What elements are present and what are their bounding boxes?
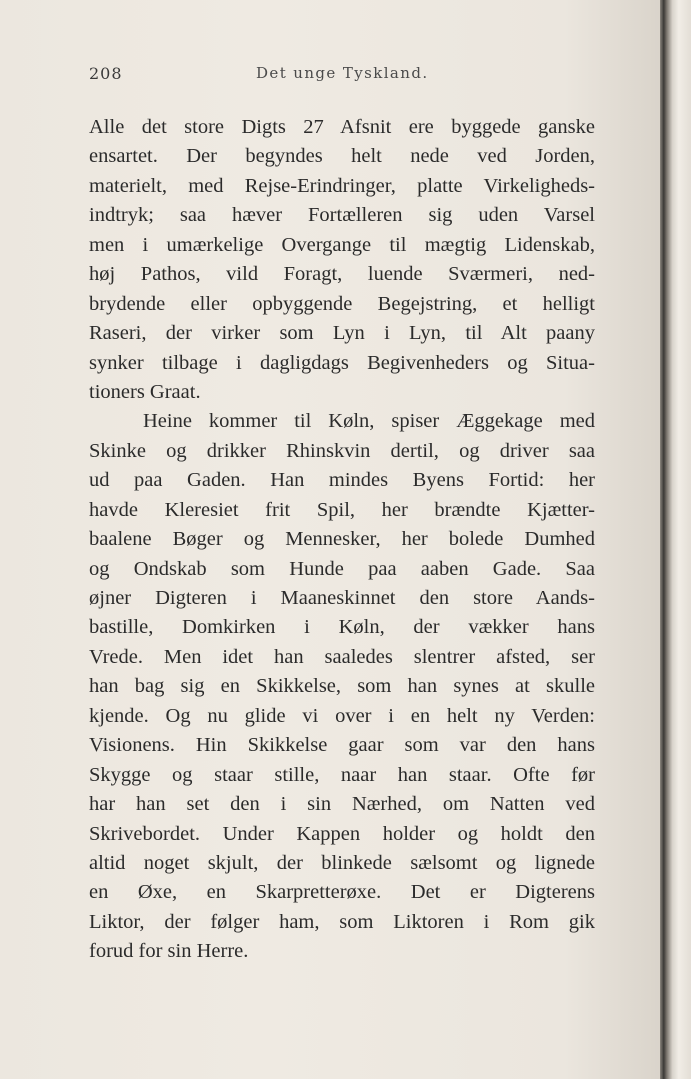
text-line: høj Pathos, vild Foragt, luende Sværmeri, ned-	[89, 263, 595, 286]
running-head	[89, 64, 609, 88]
text-line: Visionens. Hin Skikkelse gaar som var den hans	[89, 734, 595, 757]
book-binding-edge	[660, 0, 691, 1079]
text-line: havde Kleresiet frit Spil, her brændte Kjætter-	[89, 498, 595, 521]
text-line: altid noget skjult, der blinkede sælsomt og lignede	[89, 851, 595, 874]
text-line: Liktor, der følger ham, som Liktoren i Rom gik	[89, 910, 595, 933]
text-line: men i umærkelige Overgange til mægtig Lidenskab,	[89, 233, 595, 256]
page-number: 208	[89, 64, 123, 83]
text-line: og Ondskab som Hunde paa aaben Gade. Saa	[89, 557, 595, 580]
text-line: Skinke og drikker Rhinskvin dertil, og driver saa	[89, 439, 595, 462]
paragraph-start-line: Heine kommer til Køln, spiser Æggekage med	[143, 410, 595, 433]
text-line: materielt, med Rejse-Erindringer, platte Virkeligheds-	[89, 174, 595, 197]
running-title: Det unge Tyskland.	[256, 64, 429, 82]
text-line: indtryk; saa hæver Fortælleren sig uden Varsel	[89, 204, 595, 227]
text-line: bastille, Domkirken i Køln, der vækker hans	[89, 616, 595, 639]
text-line: har han set den i sin Nærhed, om Natten ved	[89, 793, 595, 816]
text-line: en Øxe, en Skarpretterøxe. Det er Digterens	[89, 881, 595, 904]
text-line: Skygge og staar stille, naar han staar. Ofte før	[89, 763, 595, 786]
paragraph-end-line: forud for sin Herre.	[89, 940, 249, 963]
text-line: øjner Digteren i Maaneskinnet den store Aands-	[89, 587, 595, 609]
text-line: Alle det store Digts 27 Afsnit ere byggede ganske	[89, 116, 595, 138]
text-line: Raseri, der virker som Lyn i Lyn, til Alt paany	[89, 322, 595, 345]
text-line: ud paa Gaden. Han mindes Byens Fortid: her	[89, 469, 595, 492]
paragraph-end-line: tioners Graat.	[89, 380, 201, 403]
text-line: han bag sig en Skikkelse, som han synes at skulle	[89, 675, 595, 698]
text-line: kjende. Og nu glide vi over i en helt ny Verden:	[89, 704, 595, 727]
text-line: Skrivebordet. Under Kappen holder og holdt den	[89, 822, 595, 845]
text-line: ensartet. Der begyndes helt nede ved Jorden,	[89, 145, 595, 168]
text-line: synker tilbage i dagligdags Begivenheders og Situa-	[89, 351, 595, 374]
body-text	[89, 113, 595, 967]
text-line: brydende eller opbyggende Begejstring, et helligt	[89, 292, 595, 315]
text-line: baalene Bøger og Mennesker, her bolede Dumhed	[89, 528, 595, 551]
text-line: Vrede. Men idet han saaledes slentrer afsted, ser	[89, 645, 595, 668]
